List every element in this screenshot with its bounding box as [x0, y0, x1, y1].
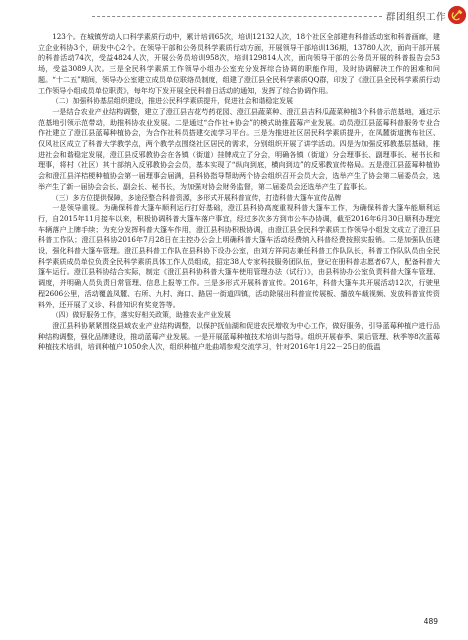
- paragraph-science-bus: 一是领导重视。为确保科普大篷车顺利运行打好基础，澄江县科协高度重视科普大篷车工作，为确保科普大篷车能顺利运行，自2015年11月接车以来，积极协调科普大篷车落户事宜，经过多次多方到市公车办协调，截至2016年6月30日顺利办理完车辆落户上牌手续；为充分发挥科普大篷车作用，澄江县科协积极协调，由澄江县全民科学素质工作领导小组发文成立了澄江县科普工作队；澄江县科协2016年7月28日在主控办公会上明确科普大篷车活动经费纳入科普经费按照实报销。二是加强队伍建设，强化科普大篷车管理。澄江县科普工作队在县科协下设办公室，由刘方祥同志兼任科普工作队队长，科普工作队队员由全民科学素质成员单位负责全民科学素质具体工作人员组成，招定38人专家科技服务团队伍，登记在册科普志愿者67人，配备科普大篷车运行。澄江县科协结合实际，制定《澄江县科协科普大篷车使用管理办法（试行）》，由县科协办公室负责科普大篷车管理、调度，并明确人员负责日常管理、信息上报等工作。三是多形式开展科普宣传。2016年，科普大篷车共开展活动12次，行驶里程2606公里，活动覆盖凤麓、右所、九村、海口、路居一街道四镇，活动除展出科普宣传展板、播放车载视频、发放科普宣传资料外，还开展了义诊、科普知识有奖竞答等。: [38, 203, 440, 309]
- section-heading-3: （三）多方位提供保障，多途径整合科普资源，多形式开展科普宣传，打造科普大篷车宣传品牌: [51, 193, 342, 202]
- section-title: 群团组织工作: [385, 12, 446, 23]
- paragraph-summary: 123个。在城镇劳动人口科学素质行动中，累计培训65次，培训12132人次，18个社区全部建有科普活动室和科普画廊，建立企业科协3个，研发中心2个。在领导干部和公务员科学素质行动方面，开展领导干部培训136期，13780人次，面向干部开展的科普活动74次，受益4824人次，开展公务员培训958次，培训129814人次，面向领导干部的公务员开展的科普报告会53场，受益3089人次。三是全民科学素质工作领导小组办公室充分发挥综合协调的职能作用，及时协调解决工作的困难和问题。“十二五”期间，领导办公室建立成员单位联络员制度，组建了澄江县全民科学素质QQ群，印发了《澄江县全民科学素质行动工作领导小组成员单位职责》，每年均下发开展全民科普日活动的通知，发挥了综合协调作用。: [38, 32, 440, 95]
- paragraph-agriculture: 澄江县科协紧紧围绕县域农业产业结构调整，以保护抚仙湖和促进农民增收为中心工作，做好服务，引导蓝莓种植户进行品种结构调整，强化品牌建设，推动蓝莓产业发展。一是开展蓝莓种植技术培训与指导。组织开展春季、果后管理、秋季等8次蓝莓种植技术培训，培训种植户1050余人次，组织种植户赴曲靖参观交流学习，针对2016年1月22－25日的低温: [38, 320, 440, 352]
- page-header: [0, 0, 468, 34]
- paragraph-grassroots: 一是结合农业产业结构调整，建立了澄江县吉花芍药花园、澄江县蔬菜种、澄江县吉科瓜蔬菜种植3个科普示范基地，通过示范基地引领示范带动，助推科协农业发展。二是通过“合作社+协会”的模式助推蓝莓产业发展。动员澄江县蓝莓科普服务专业合作社建立了澄江县蓝莓种植协会，为合作社科员搭建交流学习平台。三是为推进社区居民科学素质提升，在凤麓街道携布社区、仅风社区成立了科普大学教学点，两个教学点围绕社区居民的需求，分别组织开展了讲学活动。四是为加强反邪教基层基础，推进社会和谐稳定发展，澄江县反邪教协会在各镇（街道）挂牌成立了分会，明确各镇（街道）分会理事长、副理事长、秘书长和理事，将村（社区）其十部纳入反邪教协会会员，基本实现了“纵向到底，横向到边”的反邪教宣传格局。五是澄江县蓝莓种植协会和澄江县洋桔梗种植协会第一届理事会届满，县科协指导帮助两个协会组织召开会员大会，选举产生了协会第二届委员会，选举产生了新一届协会会长、副会长、秘书长，为加强对协会财务监督，第二届委员会还选举产生了监事长。: [38, 106, 440, 191]
- section-heading-4: （四）做好服务工作，落实好相关政策，助推农业产业发展: [51, 311, 231, 320]
- header-divider: [92, 16, 382, 17]
- page-number: 489: [423, 617, 438, 626]
- party-emblem-icon: [448, 6, 466, 24]
- document-body: [38, 32, 440, 353]
- section-heading-2: （二）加强科协基层组织建设，推进公民科学素质提升，促进社会和谐稳定发展: [51, 97, 293, 106]
